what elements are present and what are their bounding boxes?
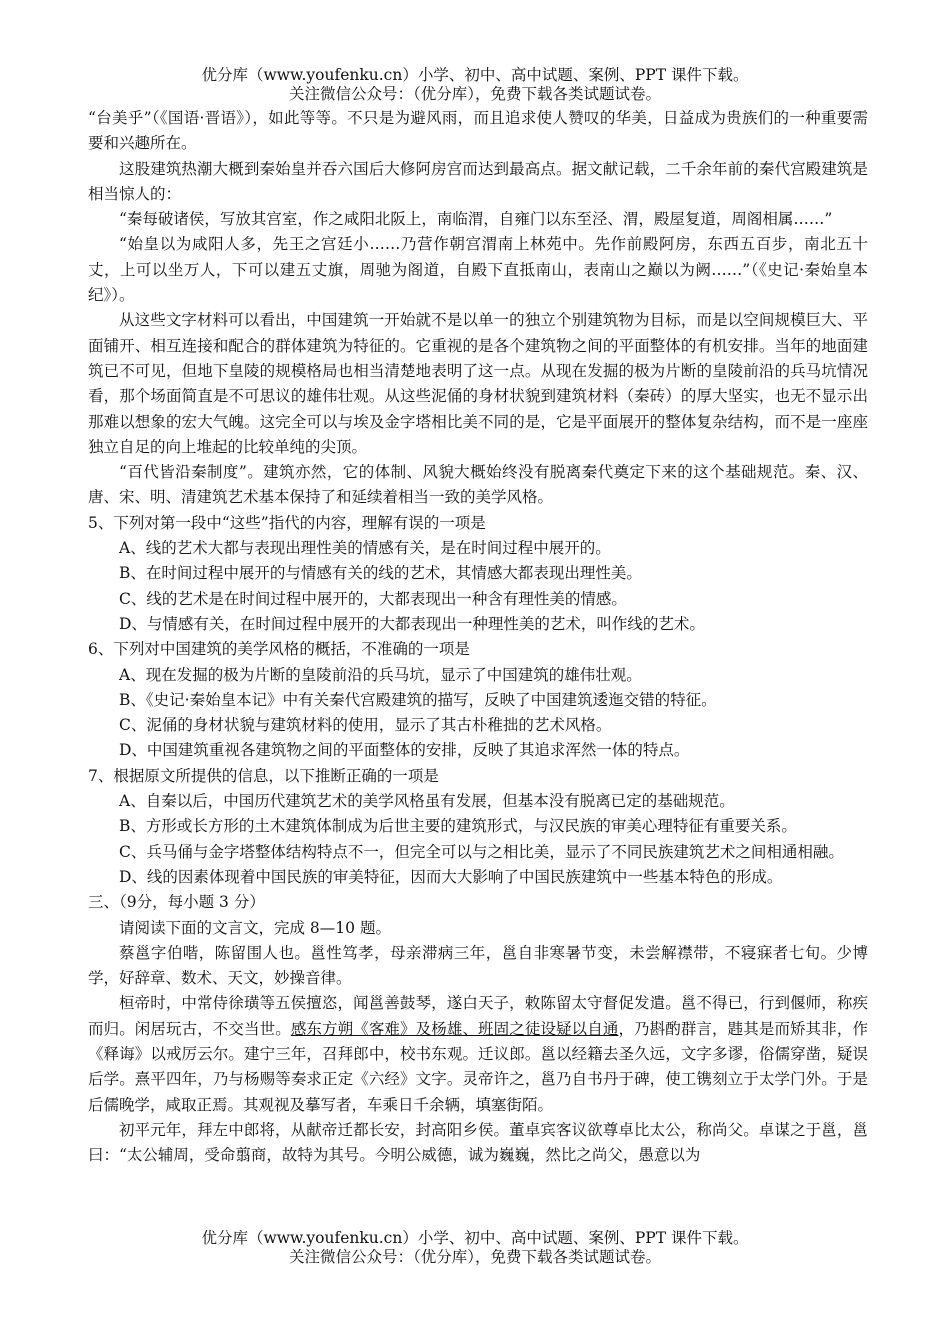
question-7-stem: 7、根据原文所提供的信息，以下推断正确的一项是: [88, 766, 439, 785]
question-7-option-d: D、线的因素体现着中国民族的审美特征，因而大大影响了中国民族建筑中一些基本特色的形成。: [119, 867, 783, 886]
paragraph-5: 从这些文字材料可以看出，中国建筑一开始就不是以单一的独立个别建筑物为目标，而是以空间规模巨大、平面铺开、相互连接和配合的群体建筑为特征的。它重视的是各个建筑物之间的平面整体的有机安排。当年的地面建筑已不可见，但地下皇陵的规模格局也相当清楚地表明了这一点。从现在发掘的极为片断的皇陵前沿的兵马坑情况看，那个场面简直是不可思议的雄伟壮观。从这些泥俑的身材状貌到建筑材料（秦砖）的厚大坚实，也无不显示出那难以想象的宏大气魄。这完全可以与埃及金字塔相比美不同的是，它是平面展开的整体复杂结构，而不是一座座独立自足的向上堆起的比较单纯的尖顶。: [88, 311, 868, 456]
question-5-option-d: D、与情感有关，在时间过程中展开的大都表现出一种理性美的艺术，叫作线的艺术。: [119, 614, 705, 633]
classical-paragraph-2-part-b: ，乃斟酌群言，韪其是而矫其非，作《释诲》以戒厉云尔。建宁三年，召拜郎中，校书东观。迁议郎。邕以经籍去圣久远，文字多谬，俗儒穿凿，疑误后学。熹平四年，乃与杨赐等奏求正定《六经》文字。灵帝许之，邕乃自书丹于碑，使工镌刻立于太学门外。于是后儒晚学，咸取正焉。其观视及摹写者，车乘日千余辆，填塞街陌。: [88, 1019, 868, 1114]
question-7-option-a: A、自秦以后，中国历代建筑艺术的美学风格虽有发展，但基本没有脱离已定的基础规范。: [119, 792, 735, 811]
question-5-option-c: C、线的艺术是在时间过程中展开的，大都表现出一种含有理性美的情感。: [119, 589, 627, 608]
question-7-option-b: B、方形或长方形的土木建筑体制成为后世主要的建筑形式，与汉民族的审美心理特征有重要关系。: [119, 817, 797, 836]
classical-paragraph-2: [88, 991, 868, 1117]
quote-2: “始皇以为咸阳人多，先王之宫廷小……乃营作朝宫渭南上林苑中。先作前殿阿房，东西五百步，南北五十丈，上可以坐万人，下可以建五丈旗，周驰为阁道，自殿下直抵南山，表南山之巅以为阙……”（《史记·秦始皇本纪》）。: [88, 235, 868, 305]
paragraph-6: “百代皆沿秦制度”。建筑亦然，它的体制、风貌大概始终没有脱离秦代奠定下来的这个基础规范。秦、汉、唐、宋、明、清建筑艺术基本保持了和延续着相当一致的美学风格。: [88, 463, 868, 507]
footer-line-2: 关注微信公众号：（优分库），免费下载各类试题试卷。: [288, 1248, 661, 1266]
header-line-1: 优分库（www.youfenku.cn）小学、初中、高中试题、案例、PPT 课件下载。: [201, 66, 749, 84]
page-header: [0, 66, 950, 104]
classical-paragraph-2-part-a: 桓帝时，中常侍徐璜等五侯擅恣，闻邕善鼓琴，遂白天子，敕陈留太守督促发遣。邕不得已，行到偃师，称疾而归。闲居玩古，不交当世。: [88, 994, 868, 1038]
section-3-title: 三、（9分，每小题 3 分）: [88, 893, 265, 912]
underlined-sentence: 感东方朔《客难》及杨雄、班固之徒设疑以自通: [290, 1019, 619, 1038]
section-3-instruction: 请阅读下面的文言文，完成 8—10 题。: [119, 918, 391, 937]
quote-1: “秦每破诸侯，写放其宫室，作之咸阳北阪上，南临渭，自雍门以东至泾、渭，殿屋复道，周阁相属……”: [119, 210, 833, 229]
question-6-option-a: A、现在发掘的极为片断的皇陵前沿的兵马坑，显示了中国建筑的雄伟壮观。: [119, 665, 642, 684]
question-6-option-c: C、泥俑的身材状貌与建筑材料的使用，显示了其古朴稚拙的艺术风格。: [119, 716, 612, 735]
header-line-2: 关注微信公众号：（优分库），免费下载各类试题试卷。: [288, 85, 661, 103]
paragraph-1: “台美乎”（《国语·晋语》），如此等等。不只是为避风雨，而且追求使人赞叹的华美，日益成为贵族们的一种重要需要和兴趣所在。: [88, 109, 868, 153]
question-7-option-c: C、兵马俑与金字塔整体结构特点不一，但完全可以与之相比美，显示了不同民族建筑艺术之间相通相融。: [119, 842, 844, 861]
page-footer: [0, 1229, 950, 1267]
question-5-option-a: A、线的艺术大都与表现出理性美的情感有关，是在时间过程中展开的。: [119, 539, 611, 558]
classical-paragraph-1: 蔡邕字伯喈，陈留围人也。邕性笃孝，母亲滞病三年，邕自非寒暑节变，未尝解襟带，不寝寐者七旬。少博学，好辞章、数术、天文，妙操音律。: [88, 943, 868, 988]
question-5-option-b: B、在时间过程中展开的与情感有关的线的艺术，其情感大都表现出理性美。: [119, 564, 642, 583]
document-body: [88, 106, 868, 1168]
question-6-stem: 6、下列对中国建筑的美学风格的概括，不准确的一项是: [88, 640, 470, 659]
question-5-stem: 5、下列对第一段中“这些”指代的内容，理解有误的一项是: [88, 513, 486, 532]
question-6-option-b: B、《史记·秦始皇本记》中有关秦代宫殿建筑的描写，反映了中国建筑逶迤交错的特征。: [119, 690, 717, 709]
question-6-option-d: D、中国建筑重视各建筑物之间的平面整体的安排，反映了其追求浑然一体的特点。: [119, 741, 690, 760]
paragraph-2: 这股建筑热潮大概到秦始皇并吞六国后大修阿房宫而达到最高点。据文献记载，二千余年前的秦代宫殿建筑是相当惊人的：: [88, 159, 868, 203]
classical-paragraph-3: 初平元年，拜左中郎将，从献帝迁都长安，封高阳乡侯。董卓宾客议欲尊卓比太公，称尚父。卓谋之于邕，邕曰：“太公辅周，受命翦商，故特为其号。今明公威德，诚为巍巍，然比之尚父，愚意以为: [88, 1120, 868, 1165]
footer-line-1: 优分库（www.youfenku.cn）小学、初中、高中试题、案例、PPT 课件下载。: [201, 1229, 749, 1247]
